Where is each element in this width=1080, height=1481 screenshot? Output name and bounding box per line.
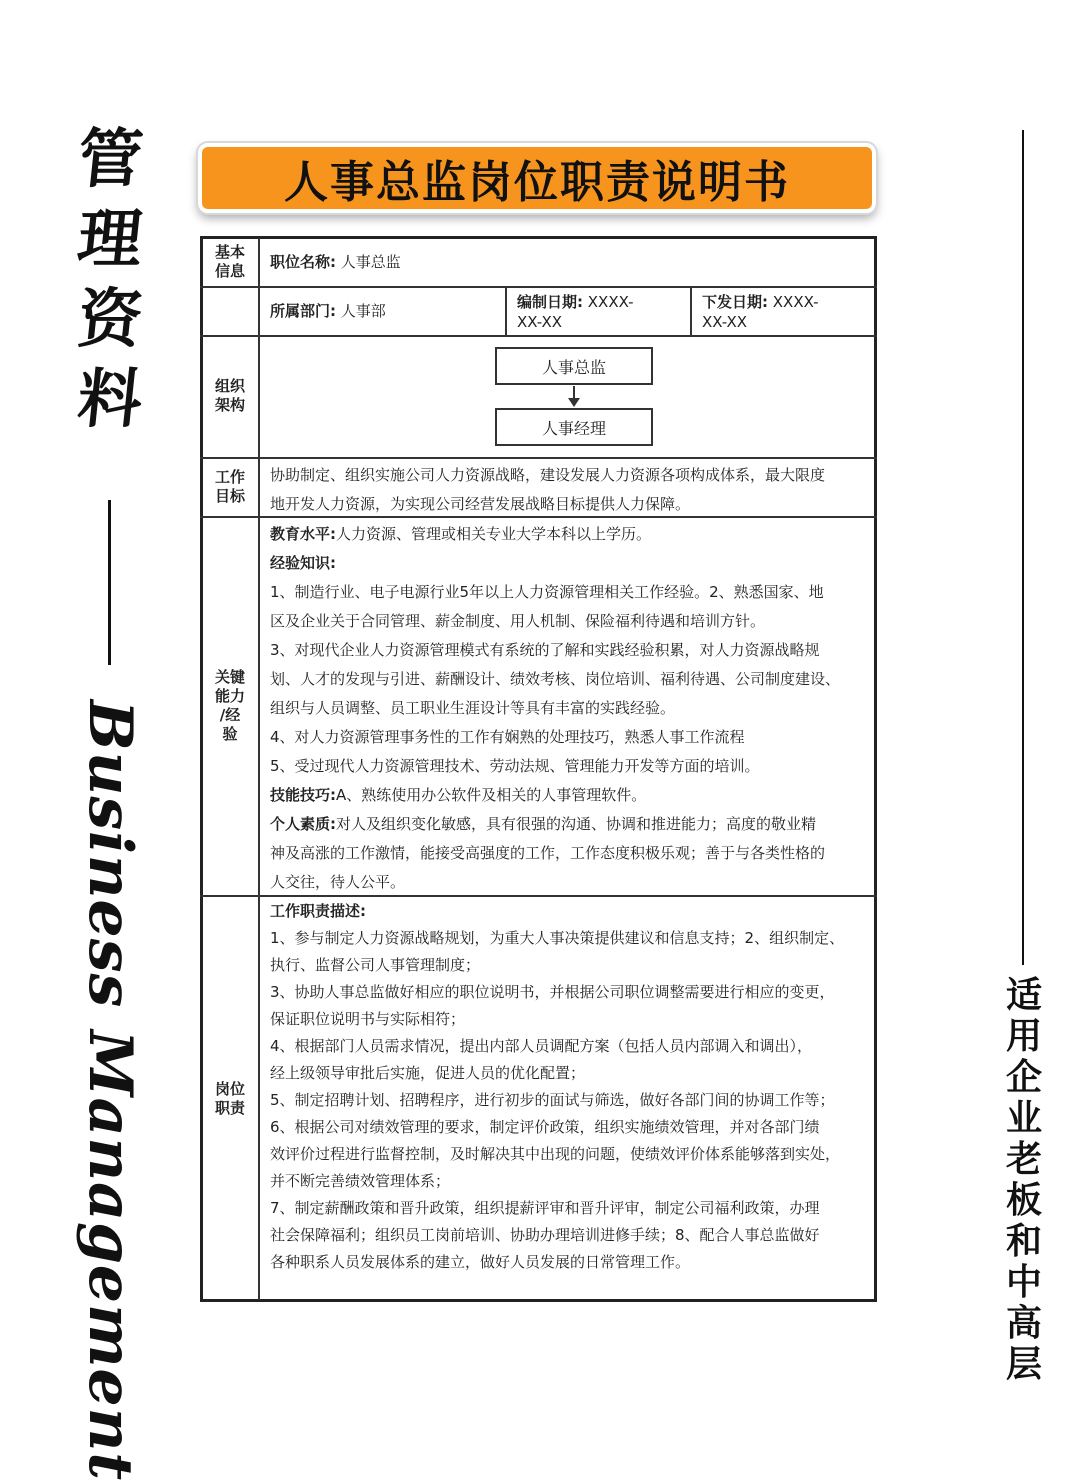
duty-line: 执行、监督公司人事管理制度； xyxy=(270,956,481,974)
arrow-down-icon xyxy=(568,398,580,407)
experience-line: 划、人才的发现与引进、薪酬设计、绩效考核、岗位培训、福利待遇、公司制度建设、 xyxy=(270,670,841,688)
org-structure-label xyxy=(201,377,259,415)
issue-date-label: 下发日期: xyxy=(702,293,768,311)
label-line: 信息 xyxy=(214,262,245,280)
department-label: 所属部门: xyxy=(270,302,336,320)
key-ability-text xyxy=(270,520,870,897)
goal-line: 协助制定、组织实施公司人力资源战略，建设发展人力资源各项构成体系，最大限度 xyxy=(270,466,826,484)
quality-label: 个人素质: xyxy=(270,815,336,833)
right-char: 板 xyxy=(1005,1179,1042,1221)
compile-date-value: XXXX- xyxy=(587,293,634,311)
quality-line: 神及高涨的工作激情，能接受高强度的工作，工作态度积极乐观；善于与各类性格的 xyxy=(270,844,826,862)
left-english-title xyxy=(70,700,160,1481)
compile-date-label: 编制日期: xyxy=(517,293,583,311)
business-management-text: Business Management xyxy=(75,700,145,1481)
experience-line: 5、受过现代人力资源管理技术、劳动法规、管理能力开发等方面的培训。 xyxy=(270,757,760,775)
right-char: 业 xyxy=(1005,1097,1042,1139)
skill-label: 技能技巧: xyxy=(270,786,336,804)
document-title: 人事总监岗位职责说明书 xyxy=(284,157,790,208)
issue-date-value: XXXX- xyxy=(772,293,819,311)
issue-date-value-line2: XX-XX xyxy=(702,313,748,331)
quality-line: 人交往，待人公平。 xyxy=(270,873,406,891)
duty-line: 社会保障福利；组织员工岗前培训、协助办理培训进修手续；8、配合人事总监做好 xyxy=(270,1226,820,1244)
issue-date-cell xyxy=(702,292,819,332)
duty-line: 3、协助人事总监做好相应的职位说明书，并根据公司职位调整需要进行相应的变更， xyxy=(270,983,835,1001)
right-vertical-text xyxy=(1000,975,1048,1385)
position-name-label: 职位名称: xyxy=(270,253,336,271)
label-line: 验 xyxy=(222,725,238,743)
date-divider xyxy=(690,286,692,336)
label-line: 目标 xyxy=(214,487,245,505)
work-goal-label xyxy=(201,468,259,506)
right-char: 老 xyxy=(1005,1138,1042,1180)
experience-label: 经验知识: xyxy=(270,554,336,572)
right-char: 中 xyxy=(1005,1261,1042,1303)
right-char: 企 xyxy=(1005,1056,1042,1098)
right-char: 高 xyxy=(1005,1302,1042,1344)
duty-line: 并不断完善绩效管理体系； xyxy=(270,1172,451,1190)
work-goal-text xyxy=(270,461,870,519)
compile-date-cell xyxy=(517,292,634,332)
duty-line: 6、根据公司对绩效管理的要求，制定评价政策，组织实施绩效管理，并对各部门绩 xyxy=(270,1118,820,1136)
duty-line: 经上级领导审批后实施，促进人员的优化配置； xyxy=(270,1064,586,1082)
compile-date-value-line2: XX-XX xyxy=(517,313,563,331)
position-name-value: 人事总监 xyxy=(340,253,401,271)
label-line: 工作 xyxy=(214,468,245,486)
label-line: 岗位 xyxy=(214,1080,245,1098)
label-line: 基本 xyxy=(214,243,245,261)
duty-line: 各种职系人员发展体系的建立，做好人员发展的日常管理工作。 xyxy=(270,1253,691,1271)
experience-line: 3、对现代企业人力资源管理模式有系统的了解和实践经验积累，对人力资源战略规 xyxy=(270,641,820,659)
left-vertical-title xyxy=(70,120,150,440)
duty-label: 工作职责描述: xyxy=(270,902,366,920)
right-char: 和 xyxy=(1005,1220,1042,1262)
left-title-char: 料 xyxy=(74,362,146,437)
label-line: 能力 xyxy=(214,687,245,705)
experience-line: 组织与人员调整、员工职业生涯设计等具有丰富的实践经验。 xyxy=(270,699,676,717)
experience-line: 4、对人力资源管理事务性的工作有娴熟的处理技巧，熟悉人事工作流程 xyxy=(270,728,745,746)
key-ability-label xyxy=(201,668,259,744)
skill-text: A、熟练使用办公软件及相关的人事管理软件。 xyxy=(336,786,647,804)
department-value: 人事部 xyxy=(340,302,386,320)
right-char: 层 xyxy=(1005,1343,1042,1385)
quality-text: 对人及组织变化敏感，具有很强的沟通、协调和推进能力；高度的敬业精 xyxy=(336,815,817,833)
duty-line: 1、参与制定人力资源战略规划，为重大人事决策提供建议和信息支持；2、组织制定、 xyxy=(270,929,845,947)
goal-line: 地开发人力资源，为实现公司经营发展战略目标提供人力保障。 xyxy=(270,495,691,513)
left-title-char: 理 xyxy=(74,202,146,277)
basic-info-label xyxy=(201,243,259,281)
left-title-char: 资 xyxy=(74,282,146,357)
row-divider xyxy=(200,457,877,459)
label-line: 关键 xyxy=(214,668,245,686)
date-divider xyxy=(505,286,507,336)
label-line: /经 xyxy=(219,706,241,724)
duty-line: 4、根据部门人员需求情况，提出内部人员调配方案（包括人员内部调入和调出）， xyxy=(270,1037,813,1055)
post-duty-label xyxy=(201,1080,259,1118)
row-divider xyxy=(200,286,877,288)
duty-line: 效评价过程进行监督控制，及时解决其中出现的问题，使绩效评价体系能够落到实处， xyxy=(270,1145,841,1163)
experience-line: 区及企业关于合同管理、薪金制度、用人机制、保险福利待遇和培训方针。 xyxy=(270,612,766,630)
right-char: 用 xyxy=(1005,1015,1042,1057)
duty-line: 5、制定招聘计划、招聘程序，进行初步的面试与筛选，做好各部门间的协调工作等； xyxy=(270,1091,835,1109)
right-char: 适 xyxy=(1005,974,1042,1016)
right-divider xyxy=(1022,130,1024,965)
duty-line: 7、制定薪酬政策和晋升政策，组织提薪评审和晋升评审，制定公司福利政策，办理 xyxy=(270,1199,820,1217)
education-label: 教育水平: xyxy=(270,525,336,543)
left-title-char: 管 xyxy=(74,122,146,197)
education-text: 人力资源、管理或相关专业大学本科以上学历。 xyxy=(336,525,652,543)
duty-line: 保证职位说明书与实际相符； xyxy=(270,1010,466,1028)
department-cell xyxy=(270,301,386,321)
row-divider xyxy=(200,335,877,337)
org-box-hr-director: 人事总监 xyxy=(495,347,653,385)
left-divider xyxy=(108,500,111,665)
label-line: 职责 xyxy=(214,1099,245,1117)
duty-text xyxy=(270,898,870,1276)
org-box-hr-manager: 人事经理 xyxy=(495,408,653,446)
label-line: 架构 xyxy=(214,396,245,414)
title-banner xyxy=(198,143,876,213)
position-name-cell xyxy=(270,252,401,272)
experience-line: 1、制造行业、电子电源行业5年以上人力资源管理相关工作经验。2、熟悉国家、地 xyxy=(270,583,824,601)
label-line: 组织 xyxy=(214,377,245,395)
